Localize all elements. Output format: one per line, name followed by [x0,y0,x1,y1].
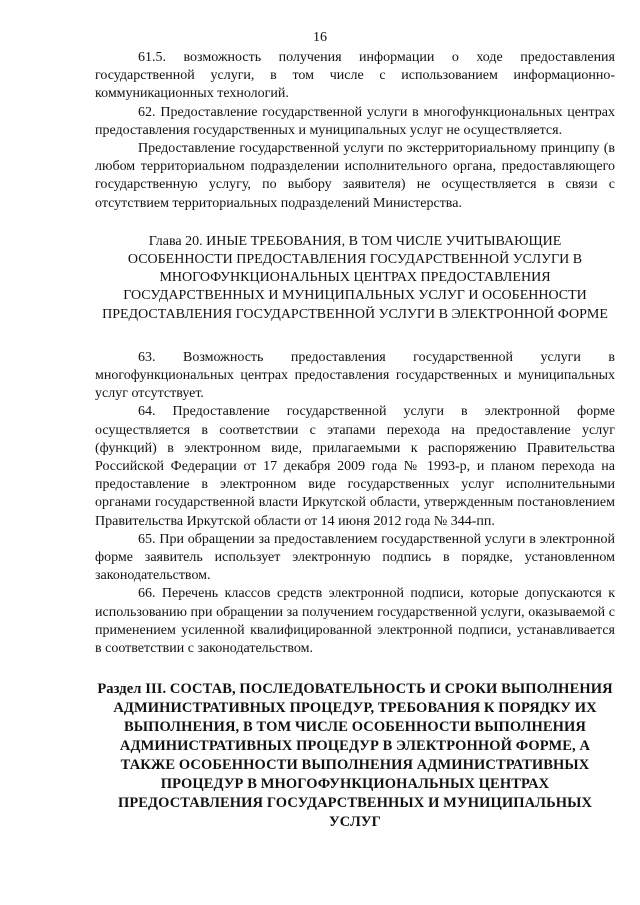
chapter-20-heading: Глава 20. ИНЫЕ ТРЕБОВАНИЯ, В ТОМ ЧИСЛЕ УЧИТЫВАЮЩИЕ ОСОБЕННОСТИ ПРЕДОСТАВЛЕНИЯ ГОСУДАРСТВЕННОЙ УСЛУГИ В МНОГОФУНКЦИОНАЛЬНЫХ ЦЕНТРАХ ПРЕДОСТАВЛЕНИЯ ГОСУДАРСТВЕННЫХ И МУНИЦИПАЛЬНЫХ УСЛУГ И ОСОБЕННОСТИ ПРЕДОСТАВЛЕНИЯ ГОСУДАРСТВЕННОЙ УСЛУГИ В ЭЛЕКТРОННОЙ ФОРМЕ [102,233,608,322]
page-number: 16 [313,30,327,45]
paragraph-extraterritorial: Предоставление государственной услуги по экстерриториальному принципу (в любом территориальном подразделении исполнительного органа, предоставляющего государственную услугу, по выбору заявителя) не осуществляется в связи с отсутствием территориальных подразделений Министерства. [95,141,615,211]
paragraph-64: 64. Предоставление государственной услуги в электронной форме осуществляется в соответствии с этапами перехода на предоставление услуг (функций) в электронном виде, прилагаемыми к распоряжению Правительства Российской Федерации от 17 декабря 2009 года № 1993-р, и планом перехода на предоставление в электронном виде государственных услуг исполнительными органами государственной власти Иркутской области, утвержденным постановлением Правительства Иркутской области от 14 июня 2012 года № 344-пп. [95,404,615,529]
paragraph-63: 63. Возможность предоставления государственной услуги в многофункциональных центрах предоставления государственных и муниципальных услуг отсутствует. [95,349,615,402]
paragraph-62: 62. Предоставление государственной услуги в многофункциональных центрах предоставления государственных и муниципальных услуг не осуществляется. [95,104,615,138]
paragraph-66: 66. Перечень классов средств электронной подписи, которые допускаются к использованию при обращении за получением государственной услуги, оказываемой с применением усиленной квалифицированной электронной подписи, устанавливается в соответствии с законодательством. [95,586,615,657]
paragraph-61-5: 61.5. возможность получения информации о ходе предоставления государственной услуги, в том числе с использованием информационно-коммуникационных технологий. [95,50,615,102]
section-3-heading: Раздел III. СОСТАВ, ПОСЛЕДОВАТЕЛЬНОСТЬ И СРОКИ ВЫПОЛНЕНИЯ АДМИНИСТРАТИВНЫХ ПРОЦЕДУР, ТРЕБОВАНИЯ К ПОРЯДКУ ИХ ВЫПОЛНЕНИЯ, В ТОМ ЧИСЛЕ ОСОБЕННОСТИ ВЫПОЛНЕНИЯ АДМИНИСТРАТИВНЫХ ПРОЦЕДУР В ЭЛЕКТРОННОЙ ФОРМЕ, А ТАКЖЕ ОСОБЕННОСТИ ВЫПОЛНЕНИЯ АДМИНИСТРАТИВНЫХ ПРОЦЕДУР В МНОГОФУНКЦИОНАЛЬНЫХ ЦЕНТРАХ ПРЕДОСТАВЛЕНИЯ ГОСУДАРСТВЕННЫХ И МУНИЦИПАЛЬНЫХ УСЛУГ [97,681,613,831]
paragraph-65: 65. При обращении за предоставлением государственной услуги в электронной форме заявитель использует электронную подпись в порядке, установленном законодательством. [95,531,615,584]
document-body [95,49,615,832]
